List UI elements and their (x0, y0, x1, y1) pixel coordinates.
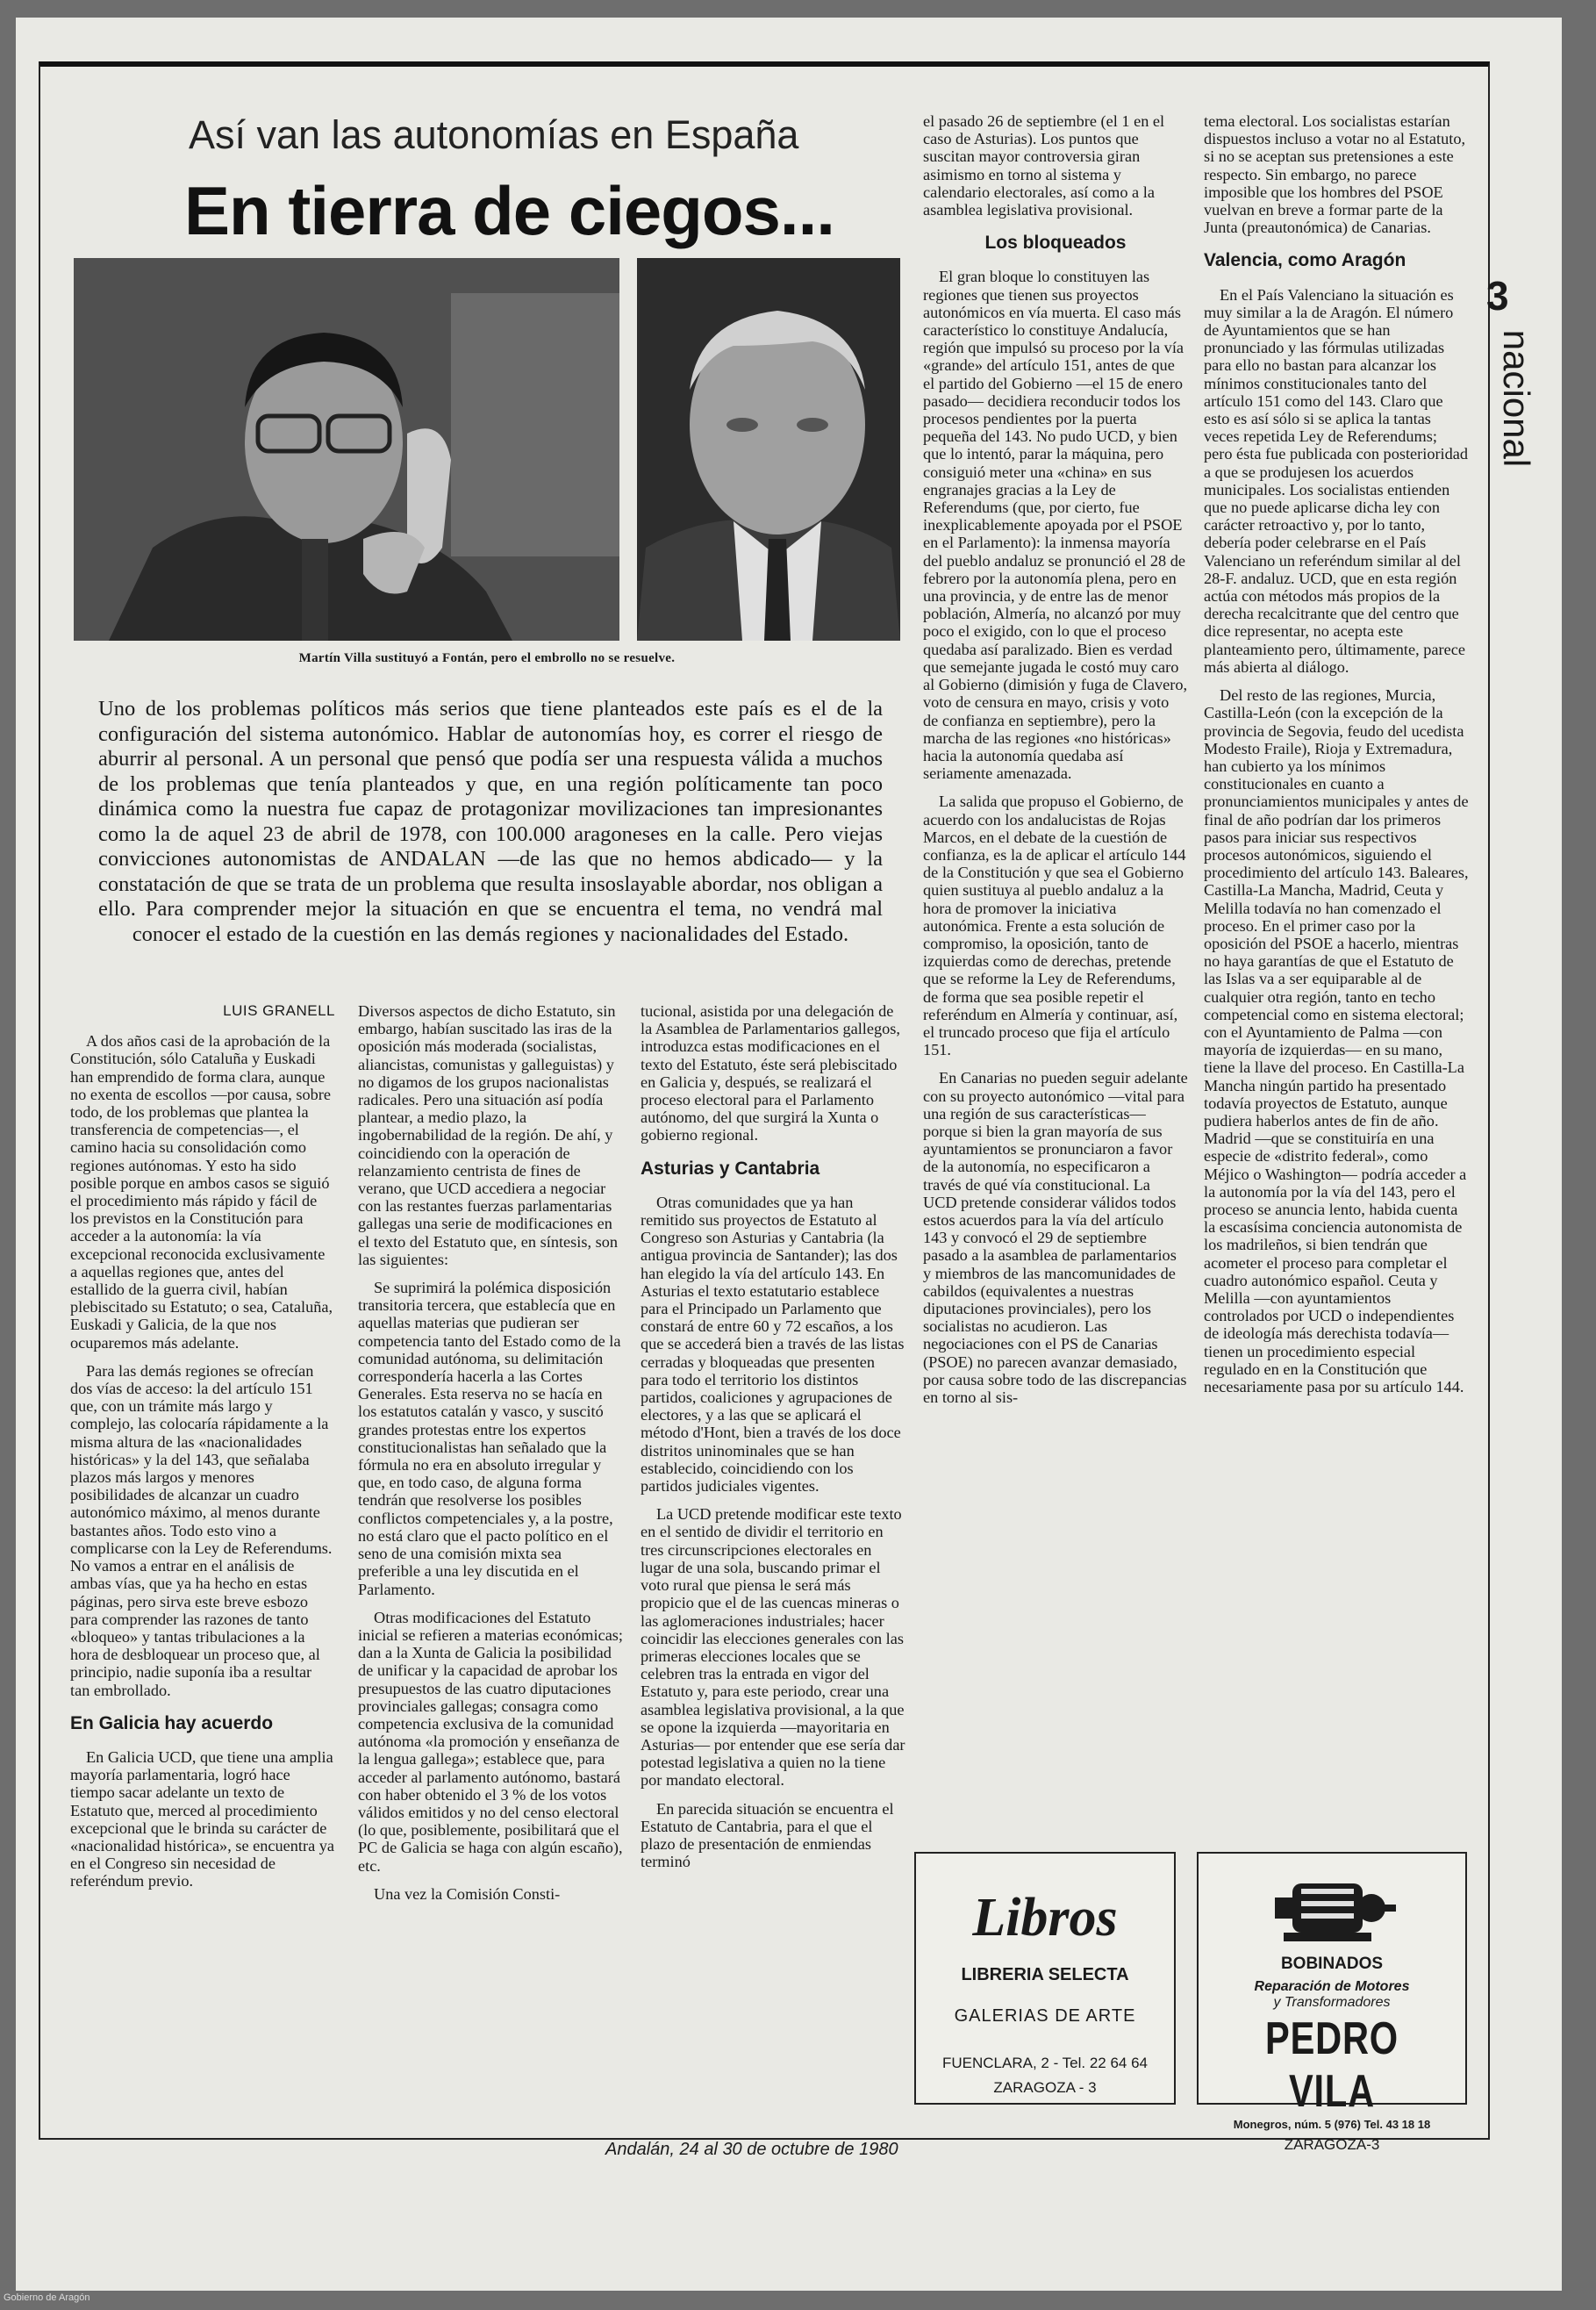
vila-line1: BOBINADOS (1280, 1955, 1384, 1973)
paragraph: el pasado 26 de septiembre (el 1 en el caso de Asturias). Los puntos que suscitan mayor controversia giran asimismo en torno al sistema y calendario electorales, así como a la asamblea legislativa provisional. (923, 112, 1165, 219)
vila-address: Monegros, núm. 5 (976) Tel. 43 18 18 (1233, 2118, 1431, 2131)
paragraph: La UCD pretende modificar este texto en el sentido de dividir el territorio en tres circunscripciones electorales en lugar de una sola, buscando primar el voto rural que piensa le será más propicio que el de las cuencas mineras o las aglomeraciones industriales; hacer coincidir las elecciones generales con las primeras elecciones locales que se celebren tras la entrada en vigor del Estatuto y, para este periodo, crear una asamblea legislativa provisional, a la que se opone la izquierda —mayoritaria en Asturias— por entender que ese sería dar potestad legislativa a quien no la tiene por mandato electoral. (641, 1505, 905, 1790)
paragraph: El gran bloque lo constituyen las regiones que tienen sus proyectos autonómicos en vía muerta. El caso más característico lo constituye Andalucía, región que impulsó su proceso por la vía «grande» del artículo 151, antes de que el partido del Gobierno —el 15 de enero pasado— decidiera reconducir todos los procesos pendientes por la puerta pequeña del 143. No pudo UCD, y bien que lo intentó, parar la máquina, pero consiguió meter una «china» en sus engranajes gracias a la Ley de Referendums (que, por cierto, fue inexplicablemente apoyada por el PSOE en el Parlamento): la inmensa mayoría del pueblo andaluz se pronunció el 28 de febrero por la autonomía plena, pero en una provincia, y de entre las de menor población, Almería, no alcanzó por muy poco el exigido, con lo que el proceso quedaba así paralizado. Bien es verdad que semejante jugada le costó muy caro al Gobierno (dimisión y fuga de Clavero, voto de censura en mayo, crisis y voto de confianza en septiembre), pero la marcha de las regiones «no históricas» hacia la autonomía quedaba así seriamente amenazada. (923, 268, 1188, 783)
section-tab (1479, 272, 1537, 500)
paragraph: Se suprimirá la polémica disposición transitoria tercera, que establecía que en aquellas materias que pudieran ser competencia tanto del Estado como de la comunidad autónoma, su delimitación correspondería hacerla a las Cortes Generales. Esta reserva no se hacía en los estatutos catalán y vasco, y suscitó grandes protestas entre los expertos constitucionalistas han señalado que la fórmula no era en absoluto irregular y que, en todo caso, de alguna forma tendrán que resolverse los posibles conflictos competenciales y, a la postre, no está claro que el pacto político en el seno de una comisión mixta sea preferible a una ley discutida en el Parlamento. (358, 1279, 621, 1598)
ad-pedro-vila (1197, 1852, 1467, 2153)
subheading: Asturias y Cantabria (641, 1158, 820, 1179)
paragraph: Otras comunidades que ya han remitido sus proyectos de Estatuto al Congreso son Asturias y Cantabria (la antigua provincia de Santander); las dos han elegido la vía del artículo 143. En Asturias el texto estatutario establece para el Principado un Parlamento que constará de entre 60 y 72 escaños, a los que se accederá bien a través de las listas cerradas y bloqueadas que presenten para todo el territorio los distintos partidos, coaliciones y agrupaciones de electores, y a las que se aplicará el método d'Hont, bien a través de los doce distritos uninominales que se han establecido, coincidiendo con los partidos judiciales vigentes. (641, 1193, 905, 1496)
lede: Uno de los problemas políticos más serios que tiene planteados este país es el de la configuración del sistema autonómico. Hablar de autonomías hoy, es correr el riesgo de aburrir al personal. A un personal que pensó que podía ser una respuesta válida a muchos de los problemas que tenía planteados y que, en una región políticamente tan poco dinámica como la nuestra fue capaz de protagonizar movilizaciones tan impresionantes como la de aquel 23 de abril de 1978, con 100.000 aragoneses en la calle. Pero viejas convicciones autonomistas de ANDALAN —de las que no hemos abdicado— y la constatación de que se trata de un problema que resulta insoslayable abordar, nos obligan a ello. Para comprender mejor la situación en que se encuentra el tema, no vendrá mal conocer el estado de la cuestión en las demás regiones y nacionalidades del Estado. (98, 697, 883, 946)
photo-caption: Martín Villa sustituyó a Fontán, pero el embrollo no se resuelve. (298, 651, 676, 665)
paragraph: Para las demás regiones se ofrecían dos vías de acceso: la del artículo 151 que, con un trámite más largo y complejo, las colocaría rápidamente a la misma altura de las «nacionalidades históricas» y la del 143, que señalaba plazos más largos y menores posibilidades de alcanzar un cuadro autonómico máximo, al menos durante bastantes años. Todo esto vino a complicarse con la Ley de Referendums. No vamos a entrar en el análisis de ambas vías, que ya ha hecho en estas páginas, pero sirva este breve esbozo para comprender las razones de tanto «bloqueo» y tantas tribulaciones a la hora de desbloquear un proceso que, al principio, nadie suponía iba a resultar tan embrollado. (70, 1361, 333, 1699)
subheading: Los bloqueados (984, 233, 1127, 254)
paragraph: Diversos aspectos de dicho Estatuto, sin embargo, habían suscitado las iras de la oposición más moderada (socialistas, aliancistas, comunistas y galleguistas) y no digamos de los grupos nacionalistas radicales. Pero una situación así podía plantear, a medio plazo, la ingobernabilidad de la región. De ahí, y coincidiendo con la operación de relanzamiento centrista de fines de verano, que UCD accediera a negociar con las restantes fuerzas parlamentarias gallegas una serie de modificaciones en el texto del Estatuto que, en síntesis, son las siguientes: (358, 1002, 619, 1268)
paragraph: En el País Valenciano la situación es muy similar a la de Aragón. El número de Ayuntamientos que se han pronunciado y las fórmulas utilizadas para ello no bastan para alcanzar los mínimos constitucionales tanto del artículo 151 como del 143. Claro que esto es así sólo si se aplica la tantas veces repetida Ley de Referendums; pero ésta fue publicada con posterioridad a que se produjesen los acuerdos municipales. Los socialistas entienden que no puede aplicarse dicha ley con carácter retroactivo y, por lo tanto, debería poder celebrarse en el País Valenciano un referéndum similar al del 28-F. andaluz. UCD, que en esta región actúa con métodos más propios de la derecha recalcitrante que del centro que dice representar, no acepta este planteamiento pero, últimamente, parece más abierta al diálogo. (1204, 285, 1469, 676)
vila-line3: y Transformadores (1273, 1995, 1391, 2010)
vila-line2: Reparación de Motores (1254, 1979, 1410, 1994)
libros-city: ZARAGOZA - 3 (993, 2079, 1097, 2096)
section-label: nacional (1496, 329, 1537, 468)
column-3 (641, 1002, 905, 1881)
byline: LUIS GRANELL (223, 1002, 335, 1019)
article-headline: En tierra de ciegos... (184, 172, 834, 249)
section-number: 3 (1486, 273, 1509, 319)
paragraph: En parecida situación se encuentra el Estatuto de Cantabria, para el que el plazo de presentación de enmiendas terminó (641, 1799, 894, 1871)
paragraph: En Galicia UCD, que tiene una amplia mayoría parlamentaria, logró hace tiempo sacar adelante un texto de Estatuto que, merced al procedimiento excepcional que le brinda su carácter de «nacionalidad histórica», se encuentra ya en el Congreso sin necesidad de referéndum previo. (70, 1747, 335, 1890)
photo-fontan (637, 258, 900, 641)
paragraph: La salida que propuso el Gobierno, de acuerdo con los andalucistas de Rojas Marcos, en el debate de la cuestión de confianza, es la de aplicar el artículo 144 de la Constitución y que sea el Gobierno quien sustituya al pueblo andaluz a la hora de promover la iniciativa autonómica. Frente a esta solución de compromiso, la oposición, tanto de izquierdas como de derechas, pretende que se reforme la Ley de Referendums, de forma que sea posible repetir el referéndum en Almería y continuar, así, el truncado proceso que fija el artículo 151. (923, 793, 1186, 1059)
motor-icon (1266, 1871, 1398, 1950)
column-1 (70, 1002, 335, 1901)
paragraph: A dos años casi de la aprobación de la Constitución, sólo Cataluña y Euskadi han emprendido de forma clara, aunque no exenta de escollos —por causa, sobre todo, de los problemas que plantea la transferencia de competencias—, el camino hacia su consolidación como regiones autónomas. Y esto ha sido posible porque en ambos casos se siguió el procedimiento más rápido y fácil de los previstos en la Constitución para acceder a la autonomía: la vía excepcional reconocida exclusivamente a aquellas regiones que, antes del estallido de la guerra civil, habían plebiscitado su Estatuto; o sea, Cataluña, Euskadi y Galicia, de la que nos ocuparemos más adelante. (70, 1032, 333, 1352)
libros-line2: GALERIAS DE ARTE (954, 2006, 1136, 2026)
paragraph: tucional, asistida por una delegación de la Asamblea de Parlamentarios gallegos, introduzca estas modificaciones en el texto del Estatuto, éste será plebiscitado en Galicia y, después, se realizará el proceso electoral para el Parlamento autónomo, del que surgirá la Xunta o gobierno regional. (641, 1002, 900, 1144)
paragraph: Del resto de las regiones, Murcia, Castilla-León (con la excepción de la provincia de Segovia, feudo del ucedista Modesto Fraile), Rioja y Extremadura, han cubierto ya los mínimos constitucionales en cuanto a pronunciamientos municipales y antes de final de año podrían dar los primeros pasos para iniciar sus respectivos procesos autonómicos, siguiendo el procedimiento del artículo 143. Baleares, Castilla-La Mancha, Madrid, Ceuta y Melilla todavía no han comenzado el proceso. En el primer caso por la oposición del PSOE a hacerlo, mientras no haya garantías de que el Estatuto de las Islas va a ser equiparable al de cualquier otra región, tanto en techo competencial como en sistema electoral; con el Ayuntamiento de Palma —con mayoría de izquierdas— en su mano, tiene la llave del proceso. En Castilla-La Mancha ningún partido ha presentado todavía proyectos de Estatuto, aunque pudiera haberlos antes de fin de año. Madrid —que se constituiría en una especie de «distrito federal», como Méjico o Washington— podría acceder a la autonomía por la vía del 143, pero el proceso se anuncia lento, habida cuenta la escasísima conciencia autonomista de los madrileños, si bien tendrán que acometer el proceso para completar el cuadro autonómico español. Ceuta y Melilla —con ayuntamientos controlados por UCD o independientes de ideología más derechista todavía— tienen un procedimiento especial regulado en en la Constitución que necesariamente pasa por su artículo 144. (1204, 686, 1469, 1396)
photo-martin-villa (74, 258, 619, 641)
vila-city: ZARAGOZA-3 (1284, 2136, 1380, 2153)
subheading: Valencia, como Aragón (1204, 250, 1406, 271)
column-4 (923, 112, 1188, 1417)
paragraph: Otras modificaciones del Estatuto inicial se refieren a materias económicas; dan a la Xunta de Galicia la posibilidad de unificar y la capacidad de aprobar los presupuestos de las cuatro diputaciones provinciales gallegas; consagra como competencia exclusiva de la comunidad autónoma «la promoción y enseñanza de la lengua gallega»; establece que, para acceder al parlamento autónomo, bastará con haber obtenido el 3 % de los votos válidos emitidos y no del censo electoral (lo que, posiblemente, posibilitará que el PC de Galicia se haga con algún escaño), etc. (358, 1608, 623, 1875)
footer-dateline: Andalán, 24 al 30 de octubre de 1980 (605, 2140, 898, 2159)
article-kicker: Así van las autonomías en España (189, 112, 799, 157)
watermark: Gobierno de Aragón (4, 2292, 90, 2303)
vila-name: PEDRO VILA (1265, 2013, 1399, 2117)
paragraph: tema electoral. Los socialistas estarían dispuestos incluso a votar no al Estatuto, si no se aceptan sus pretensiones a este respecto. Sin embargo, no parece imposible que los hombres del PSOE vuelvan en breve a formar parte de la Junta (preautonómica) de Canarias. (1204, 112, 1466, 237)
libros-logo: Libros (972, 1888, 1118, 1948)
ad-libros (914, 1852, 1176, 2105)
subheading: En Galicia hay acuerdo (70, 1712, 274, 1733)
column-5 (1204, 112, 1469, 1406)
paragraph: Una vez la Comisión Consti- (374, 1884, 561, 1903)
paragraph: En Canarias no pueden seguir adelante con su proyecto autonómico —vital para una región de sus características— porque si bien la gran mayoría de sus ayuntamientos se pronunciaron a favor de la autonomía, no especificaron a través de qué vía constitucional. La UCD pretende considerar válidos todos estos acuerdos para la vía del artículo 143 y convocó el 29 de septiembre pasado a la asamblea de parlamentarios y miembros de las mancomunidades de cabildos (equivalentes a nuestras diputaciones provinciales), pero los socialistas no acudieron. Las negociaciones con el PS de Canarias (PSOE) no parecen avanzar demasiado, por causa sobre todo de las discrepancias en torno al sis- (923, 1069, 1188, 1407)
column-2 (358, 1002, 623, 1913)
libros-line1: LIBRERIA SELECTA (961, 1965, 1129, 1984)
libros-address: FUENCLARA, 2 - Tel. 22 64 64 (941, 2055, 1148, 2071)
